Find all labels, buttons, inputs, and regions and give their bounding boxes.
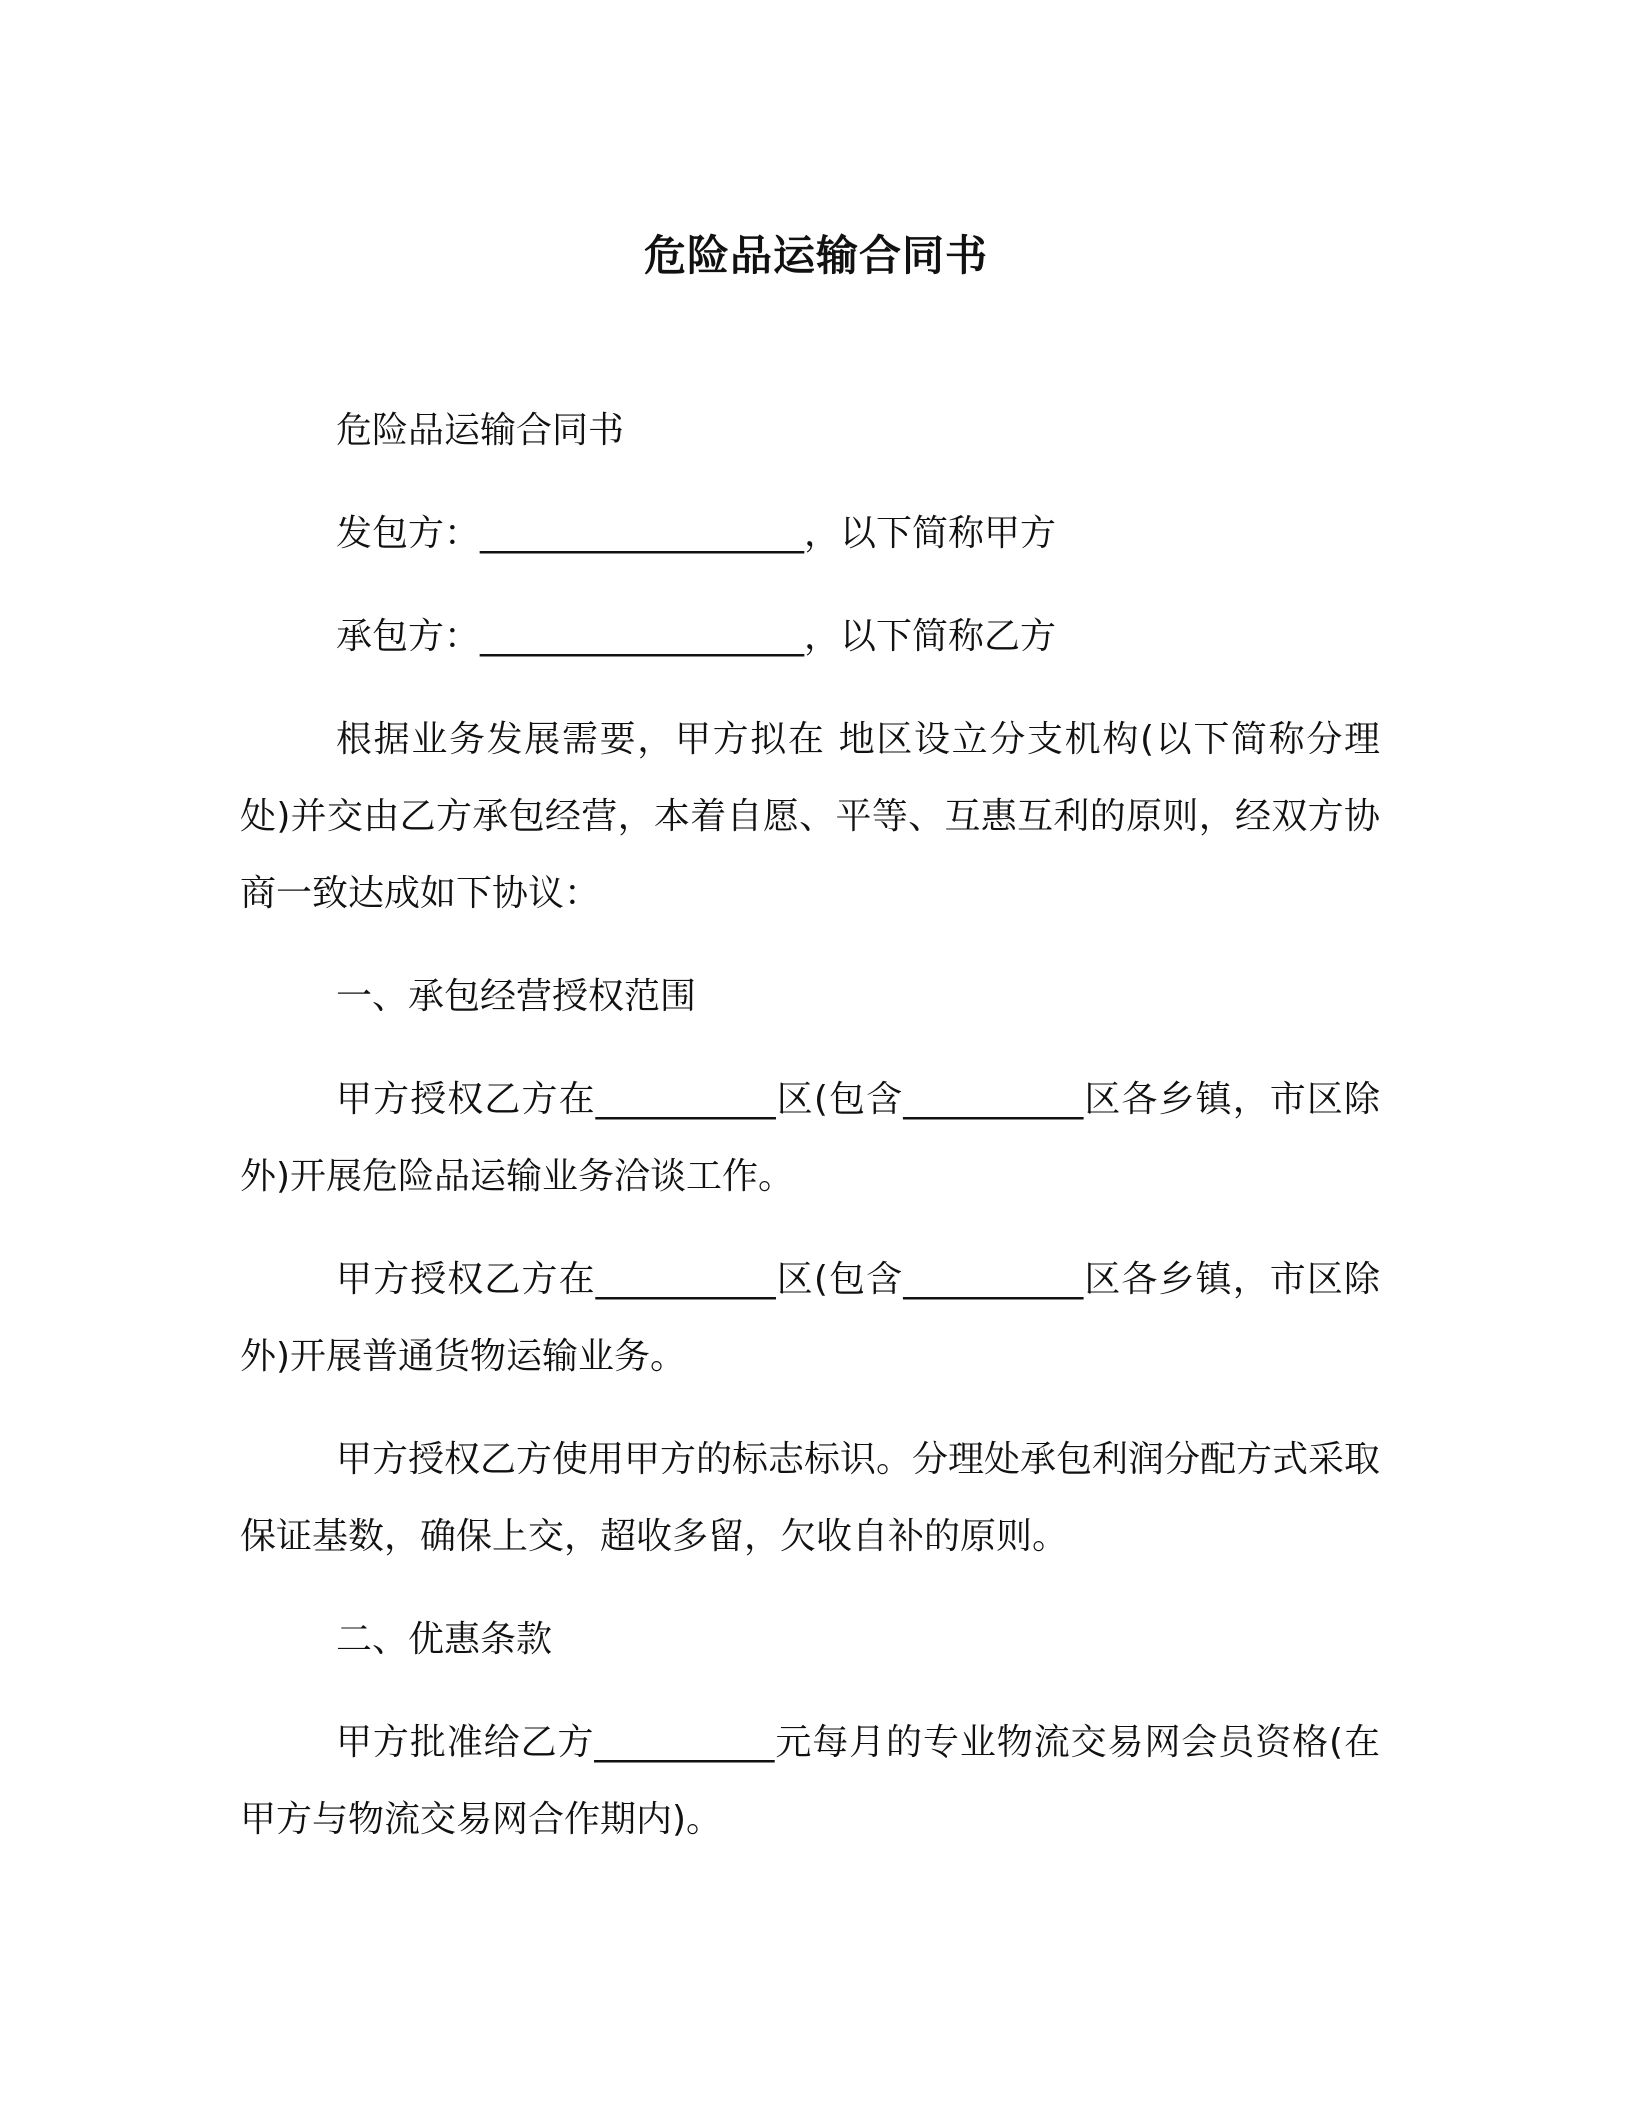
paragraph-preferential: 甲方批准给乙方__________元每月的专业物流交易网会员资格(在甲方与物流交易网合作期内)。 bbox=[240, 1722, 1380, 1840]
paragraph-authorization-2: 甲方授权乙方在__________区(包含__________区各乡镇，市区除外)开展普通货物运输业务。 bbox=[240, 1259, 1380, 1377]
section-heading-2: 二、优惠条款 bbox=[336, 1619, 553, 1660]
paragraph-heading: 危险品运输合同书 bbox=[336, 410, 625, 451]
document-body bbox=[240, 392, 1380, 1884]
paragraph-preamble: 根据业务发展需要，甲方拟在 地区设立分支机构(以下简称分理处)并交由乙方承包经营，本着自愿、平等、互惠互利的原则，经双方协商一致达成如下协议： bbox=[240, 719, 1380, 914]
section-heading-1: 一、承包经营授权范围 bbox=[336, 976, 697, 1017]
paragraph-party-a: 发包方：__________________，以下简称甲方 bbox=[336, 513, 1057, 554]
paragraph-authorization-3: 甲方授权乙方使用甲方的标志标识。分理处承包利润分配方式采取保证基数，确保上交，超收多留，欠收自补的原则。 bbox=[240, 1439, 1381, 1557]
paragraph-authorization-1: 甲方授权乙方在__________区(包含__________区各乡镇，市区除外)开展危险品运输业务洽谈工作。 bbox=[240, 1079, 1380, 1197]
paragraph-party-b: 承包方：__________________，以下简称乙方 bbox=[336, 616, 1057, 657]
document-title: 危险品运输合同书 bbox=[643, 231, 988, 280]
